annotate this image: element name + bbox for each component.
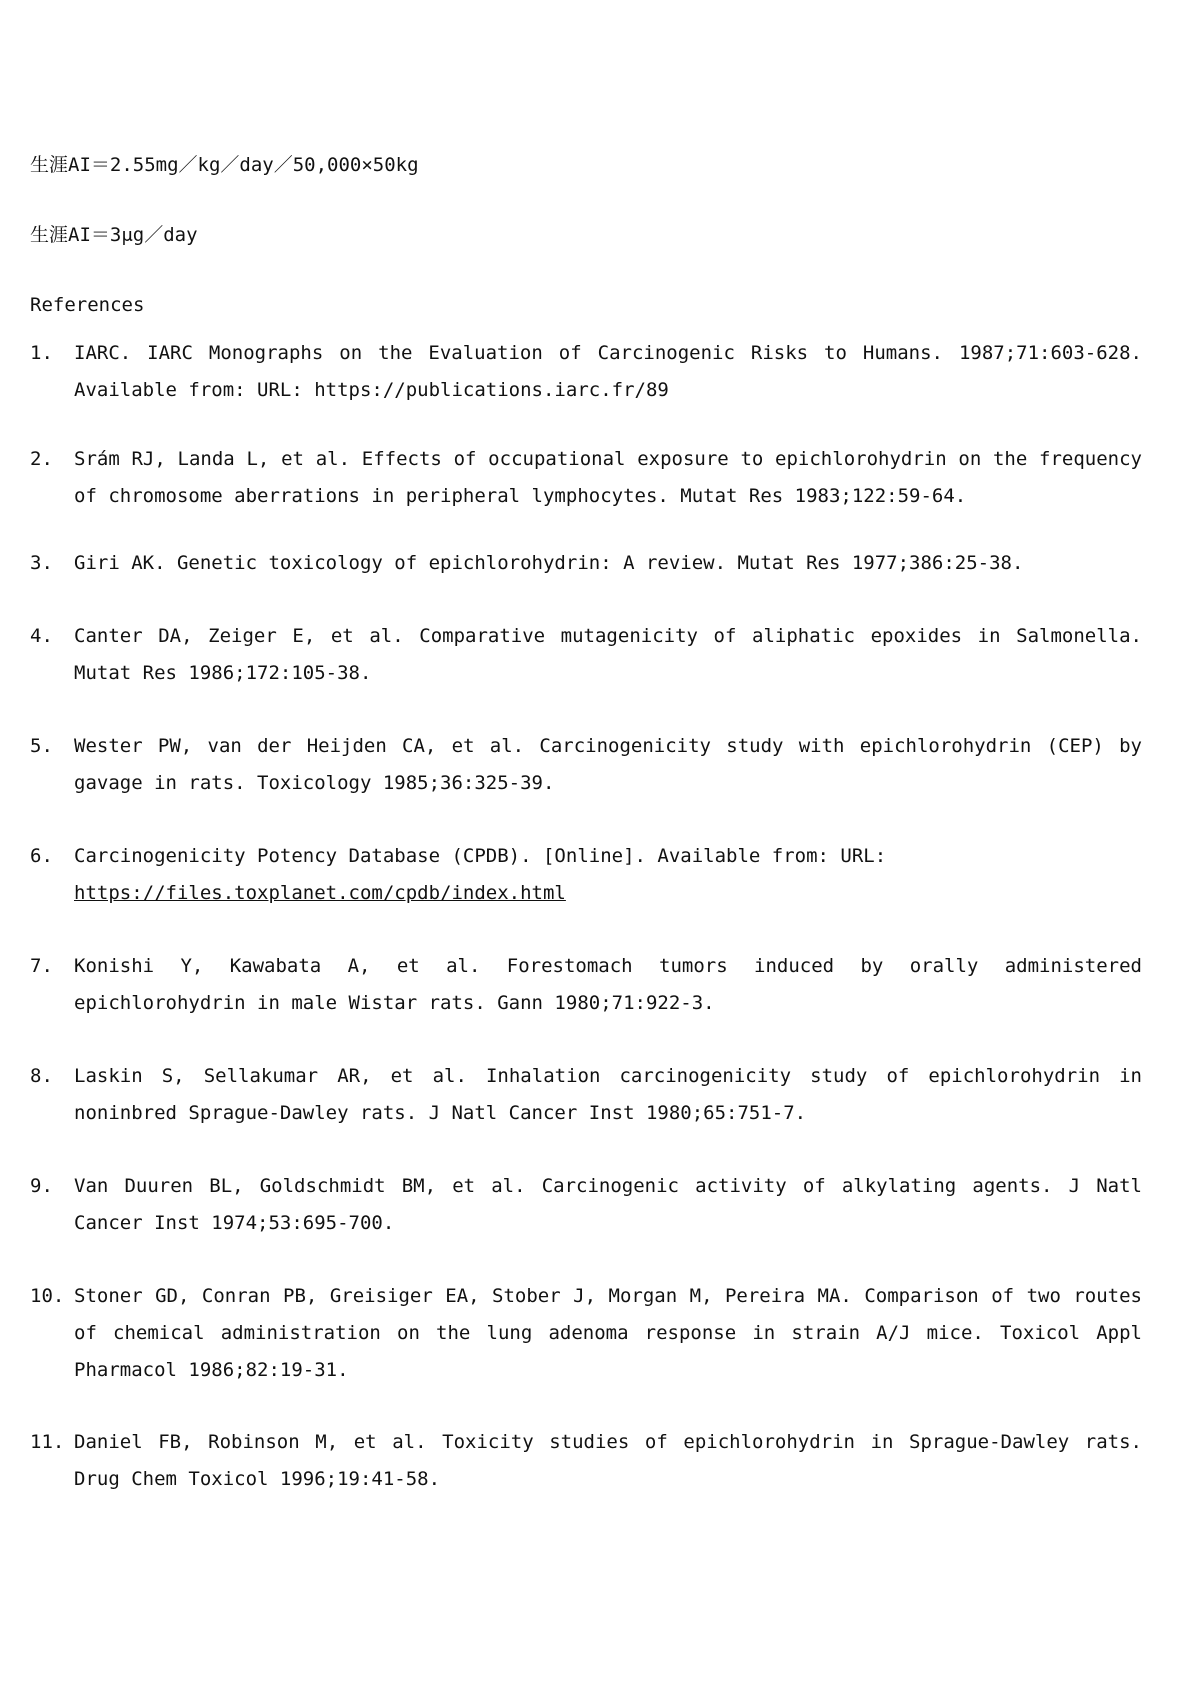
reference-text: Daniel FB, Robinson M, et al. Toxicity studies of epichlorohydrin in Sprague-Dawley rats. Drug Chem Toxicol 1996;19:41-58.	[74, 1431, 1142, 1490]
reference-number: 8.	[30, 1065, 53, 1087]
reference-text: Giri AK. Genetic toxicology of epichlorohydrin: A review. Mutat Res 1977;386:25-38.	[74, 552, 1024, 574]
reference-number: 9.	[30, 1175, 53, 1197]
reference-item	[30, 335, 1142, 409]
reference-text: Wester PW, van der Heijden CA, et al. Carcinogenicity study with epichlorohydrin (CEP) by gavage in rats. Toxicology 1985;36:325-39.	[74, 735, 1142, 794]
reference-text-block	[74, 838, 1142, 912]
reference-text: Laskin S, Sellakumar AR, et al. Inhalation carcinogenicity study of epichlorohydrin in noninbred Sprague-Dawley rats. J Natl Cancer Inst 1980;65:751-7.	[74, 1065, 1142, 1124]
cpdb-link[interactable]: https://files.toxplanet.com/cpdb/index.html	[74, 882, 566, 904]
reference-number: 10.	[30, 1285, 65, 1307]
reference-item	[30, 441, 1142, 515]
reference-text: Canter DA, Zeiger E, et al. Comparative mutagenicity of aliphatic epoxides in Salmonella. Mutat Res 1986;172:105-38.	[74, 625, 1142, 684]
reference-text: IARC. IARC Monographs on the Evaluation of Carcinogenic Risks to Humans. 1987;71:603-628. Available from: URL: https://publications.iarc.fr/89	[74, 342, 1142, 401]
reference-item	[30, 1168, 1142, 1242]
reference-text: Srám RJ, Landa L, et al. Effects of occupational exposure to epichlorohydrin on the frequency of chromosome aberrations in peripheral lymphocytes. Mutat Res 1983;122:59-64.	[74, 448, 1142, 507]
reference-item	[30, 618, 1142, 692]
reference-item	[30, 1058, 1142, 1132]
reference-number: 1.	[30, 342, 53, 364]
reference-number: 5.	[30, 735, 53, 757]
lifetime-ai-formula: 生涯AI＝2.55mg／kg／day／50,000×50kg	[30, 154, 419, 176]
reference-item	[30, 1278, 1142, 1389]
references-heading: References	[30, 294, 145, 316]
reference-number: 11.	[30, 1431, 65, 1453]
reference-item	[30, 1424, 1142, 1498]
reference-text: Carcinogenicity Potency Database (CPDB). [Online]. Available from: URL:	[74, 845, 887, 867]
reference-number: 3.	[30, 552, 53, 574]
lifetime-ai-result: 生涯AI＝3μg／day	[30, 224, 198, 246]
reference-text: Van Duuren BL, Goldschmidt BM, et al. Carcinogenic activity of alkylating agents. J Natl Cancer Inst 1974;53:695-700.	[74, 1175, 1142, 1234]
reference-text: Konishi Y, Kawabata A, et al. Forestomach tumors induced by orally administered epichlorohydrin in male Wistar rats. Gann 1980;71:922-3.	[74, 955, 1142, 1014]
reference-item	[30, 728, 1142, 802]
reference-item	[30, 838, 1142, 912]
reference-number: 6.	[30, 845, 53, 867]
reference-item	[30, 948, 1142, 1022]
reference-number: 2.	[30, 448, 53, 470]
reference-number: 4.	[30, 625, 53, 647]
reference-number: 7.	[30, 955, 53, 977]
reference-text: Stoner GD, Conran PB, Greisiger EA, Stober J, Morgan M, Pereira MA. Comparison of two routes of chemical administration on the lung adenoma response in strain A/J mice. Toxicol Appl Pharmacol 1986;82:19-31.	[74, 1285, 1142, 1381]
reference-item	[30, 545, 1142, 582]
